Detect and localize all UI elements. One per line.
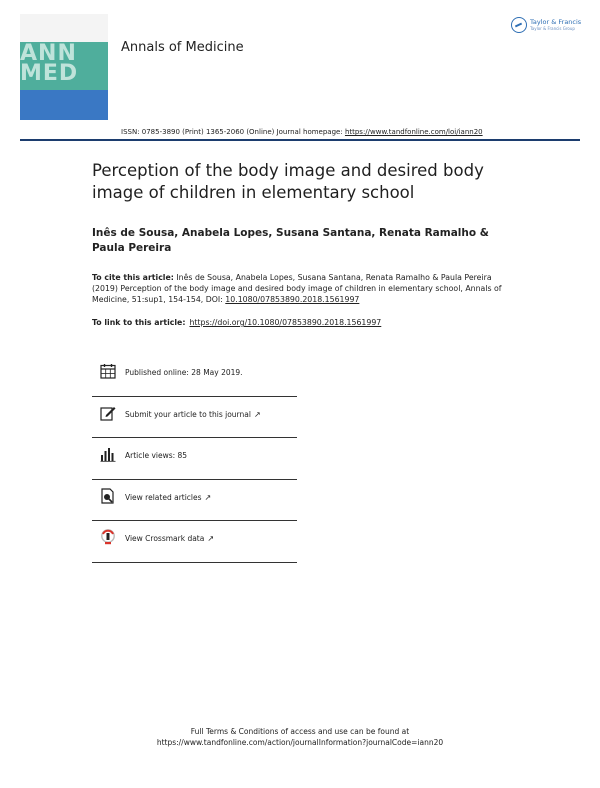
publisher-logo-icon (511, 17, 527, 33)
journal-name: Annals of Medicine (121, 40, 244, 55)
header-rule (20, 139, 580, 141)
citation (92, 272, 512, 305)
calendar-icon (100, 363, 116, 379)
article-link-line (92, 318, 381, 327)
article-doi-url[interactable]: https://doi.org/10.1080/07853890.2018.1561997 (189, 318, 382, 327)
article-views-label: Article views: 85 (125, 451, 188, 460)
related-articles-link[interactable] (92, 480, 297, 522)
crossmark-link[interactable] (92, 521, 297, 563)
journal-cover (20, 14, 108, 106)
published-online-label: Published online: 28 May 2019. (125, 368, 243, 377)
related-articles-label: View related articles (125, 492, 202, 502)
external-link-icon: ↗ (207, 534, 215, 543)
publisher-subtitle: Taylor & Francis Group (530, 26, 575, 31)
bar-chart-icon (100, 446, 116, 462)
submit-article-link[interactable] (92, 397, 297, 439)
article-actions (92, 355, 297, 563)
article-views (92, 438, 297, 480)
submit-article-label: Submit your article to this journal (125, 409, 251, 419)
cover-footer (20, 90, 108, 120)
publisher-logo (511, 17, 581, 35)
citation-text: Inês de Sousa, Anabela Lopes, Susana Santana, Renata Ramalho & Paula Pereira (2019) Perception of the body image and desired body image of children in elementary school, Annals of Medicine, 51:sup1, 154-154, DOI: (92, 273, 502, 304)
footer-url[interactable]: https://www.tandfonline.com/action/journalInformation?journalCode=iann20 (156, 737, 444, 747)
published-online (92, 355, 297, 397)
publisher-name: Taylor & Francis (530, 18, 582, 26)
cover-header (20, 14, 108, 42)
external-link-icon: ↗ (204, 492, 212, 502)
cover-title: ANN MED (20, 42, 79, 86)
journal-homepage-link[interactable]: https://www.tandfonline.com/loi/iann20 (344, 128, 483, 136)
crossmark-icon (100, 529, 116, 545)
link-label: To link to this article: (92, 318, 186, 327)
document-search-icon (100, 488, 116, 504)
doi-link[interactable]: 10.1080/07853890.2018.1561997 (225, 295, 360, 304)
citation-label: To cite this article: (92, 273, 174, 282)
article-authors: Inês de Sousa, Anabela Lopes, Susana Santana, Renata Ramalho & Paula Pereira (92, 227, 489, 254)
cover-band (20, 42, 108, 90)
issn-line (121, 128, 483, 136)
footer-terms: Full Terms & Conditions of access and use can be found at (190, 727, 410, 736)
footer (0, 727, 600, 748)
edit-icon (100, 405, 116, 421)
external-link-icon: ↗ (253, 409, 261, 419)
article-title: Perception of the body image and desired body image of children in elementary school (92, 161, 484, 202)
crossmark-label: View Crossmark data (125, 534, 205, 543)
issn-text: ISSN: 0785-3890 (Print) 1365-2060 (Online) Journal homepage: (121, 128, 345, 136)
